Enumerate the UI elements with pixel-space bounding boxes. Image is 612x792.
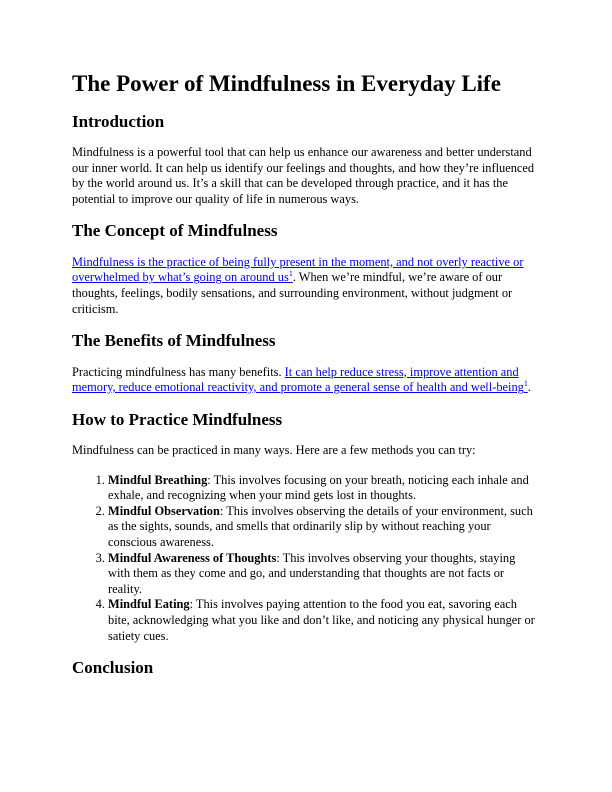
list-item-desc: : This involves paying attention to the food you eat, savoring each bite, acknowledging what you like and don’t like, and noticing any physical hunger or satiety cues. bbox=[108, 597, 535, 643]
document-title: The Power of Mindfulness in Everyday Life bbox=[72, 71, 501, 96]
link-concept-text[interactable]: Mindfulness is the practice of being fully present in the moment, and not overly reactive or overwhelmed by what’s going on around us bbox=[72, 254, 524, 285]
paragraph-introduction: Mindfulness is a powerful tool that can help us enhance our awareness and better understand our inner world. It can help us identify our feelings and thoughts, and how they’re influenced by the world around us. It’s a skill that can be developed through practice, and it has the potential to improve our quality of life in numerous ways. bbox=[72, 144, 535, 206]
paragraph-benefits bbox=[72, 365, 540, 396]
list-item-term: Mindful Eating bbox=[108, 597, 190, 612]
list-item-desc: : This involves focusing on your breath, noticing each inhale and exhale, and recognizing when your mind gets lost in thoughts. bbox=[108, 472, 529, 503]
list-item-term: Mindful Observation bbox=[108, 503, 220, 518]
concept-text-after: . When we’re mindful, we’re aware of our thoughts, feelings, bodily sensations, and surrounding environment, without judgment or criticism. bbox=[72, 270, 513, 316]
heading-practice: How to Practice Mindfulness bbox=[72, 409, 283, 429]
heading-concept: The Concept of Mindfulness bbox=[72, 221, 278, 241]
list-item bbox=[108, 597, 540, 644]
list-item bbox=[108, 473, 540, 504]
list-item-term: Mindful Breathing bbox=[108, 472, 208, 487]
benefits-text-after: . bbox=[527, 380, 531, 395]
practice-methods-list bbox=[72, 473, 540, 645]
list-item-term: Mindful Awareness of Thoughts bbox=[108, 550, 277, 565]
list-item-desc: : This involves observing your thoughts, staying with them as they come and go, and understanding that thoughts are not facts or reality. bbox=[108, 550, 516, 596]
paragraph-concept bbox=[72, 255, 540, 317]
benefits-text-before: Practicing mindfulness has many benefits. bbox=[72, 364, 285, 379]
list-item bbox=[108, 551, 540, 598]
link-benefits-text[interactable]: It can help reduce stress, improve attention and memory, reduce emotional reactivity, and promote a general sense of health and well-being bbox=[72, 364, 524, 395]
list-item-desc: : This involves observing the details of your environment, such as the sights, sounds, and smells that ordinarily slip by without reaching your conscious awareness. bbox=[108, 503, 533, 550]
list-item bbox=[108, 504, 540, 551]
paragraph-practice-intro: Mindfulness can be practiced in many ways. Here are a few methods you can try: bbox=[72, 443, 476, 458]
footnote-ref-benefits[interactable]: 1 bbox=[523, 378, 528, 388]
footnote-ref-concept[interactable]: 1 bbox=[288, 269, 293, 279]
heading-conclusion: Conclusion bbox=[72, 658, 154, 678]
heading-introduction: Introduction bbox=[72, 111, 165, 131]
heading-benefits: The Benefits of Mindfulness bbox=[72, 331, 276, 351]
